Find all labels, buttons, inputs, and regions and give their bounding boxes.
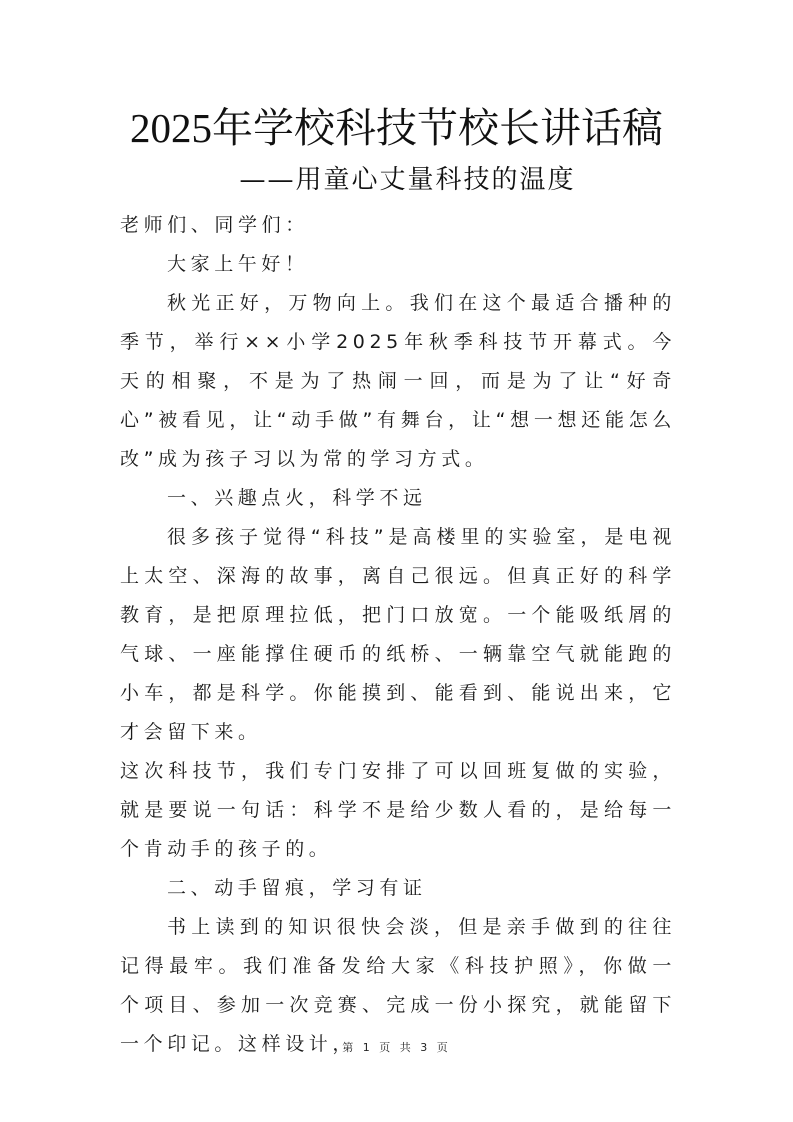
paragraph-section-1-note: 这次科技节，我们专门安排了可以回班复做的实验，就是要说一句话：科学不是给少数人看的，是给每一个肯动手的孩子的。 — [120, 760, 676, 860]
document-subtitle: ——用童心丈量科技的温度 — [239, 165, 576, 195]
section-heading-2: 二、动手留痕，学习有证 — [167, 877, 427, 899]
paragraph-section-1: 很多孩子觉得“科技”是高楼里的实验室，是电视上太空、深海的故事，离自己很远。但真正好的科学教育，是把原理拉低，把门口放宽。一个能吸纸屑的气球、一座能撑住硬币的纸桥、一辆靠空气就能跑的小车，都是科学。你能摸到、能看到、能说出来，它才会留下来。 — [120, 526, 676, 743]
section-heading-1: 一、兴趣点火，科学不远 — [167, 487, 427, 509]
greeting: 大家上午好！ — [167, 253, 309, 275]
paragraph-intro: 秋光正好，万物向上。我们在这个最适合播种的季节，举行××小学2025年秋季科技节开幕式。今天的相聚，不是为了热闹一回，而是为了让“好奇心”被看见，让“动手做”有舞台，让“想一想还能怎么改”成为孩子习以为常的学习方式。 — [120, 292, 676, 470]
document-title: 2025年学校科技节校长讲话稿 — [130, 105, 663, 151]
paragraph-section-2: 书上读到的知识很快会淡，但是亲手做到的往往记得最牢。我们准备发给大家《科技护照》，你做一个项目、参加一次竞赛、完成一份小探究，就能留下一个印记。这样设计， — [120, 916, 676, 1055]
page-number-label: 第 1 页 共 3 页 — [342, 1041, 451, 1054]
document-body — [120, 206, 676, 1064]
salutation: 老师们、同学们： — [120, 214, 309, 236]
page-footer — [0, 1040, 793, 1056]
